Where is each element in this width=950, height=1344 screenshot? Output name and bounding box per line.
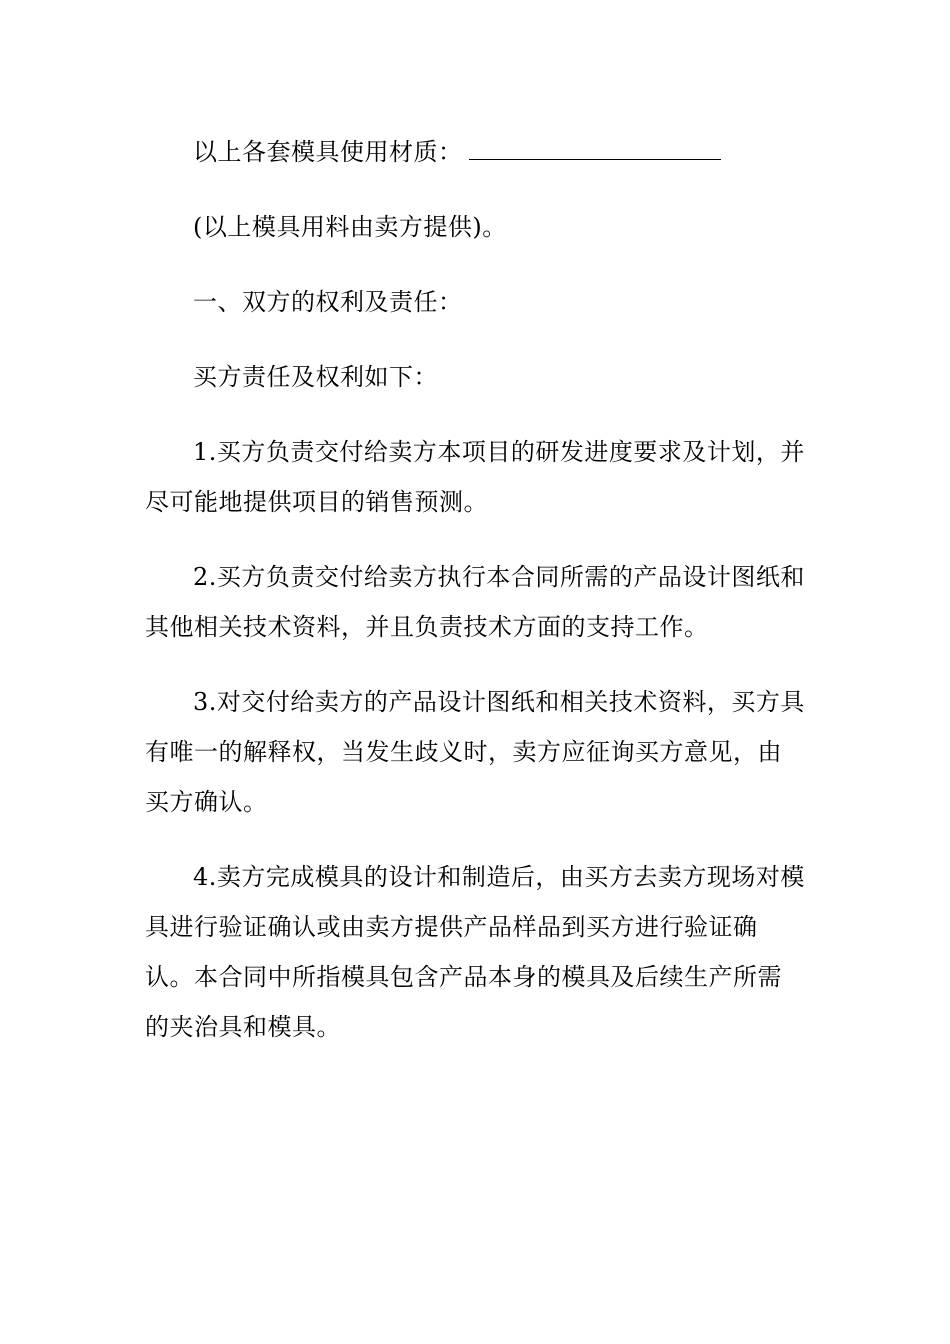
- section-title-rights: 一、双方的权利及责任：: [193, 288, 463, 316]
- material-label: 以上各套模具使用材质：: [193, 138, 463, 166]
- material-note-paragraph: (以上模具用料由卖方提供)。: [193, 213, 507, 241]
- buyer-rights-heading: 买方责任及权利如下：: [193, 363, 438, 391]
- material-blank-line: [469, 131, 721, 160]
- clause-2-paragraph: 2.买方负责交付给卖方执行本合同所需的产品设计图纸和其他相关技术资料，并且负责技术方面的支持工作。: [145, 563, 805, 641]
- clause-1-paragraph: 1.买方负责交付给卖方本项目的研发进度要求及计划，并尽可能地提供项目的销售预测。: [145, 438, 805, 516]
- clause-4-paragraph: 4.卖方完成模具的设计和制造后，由买方去卖方现场对模具进行验证确认或由卖方提供产品样品到买方进行验证确认。本合同中所指模具包含产品本身的模具及后续生产所需的夹治具和模具。: [145, 863, 805, 1041]
- document-page: [145, 127, 805, 1052]
- clause-3-paragraph: 3.对交付给卖方的产品设计图纸和相关技术资料，买方具有唯一的解释权，当发生歧义时，卖方应征询买方意见，由买方确认。: [145, 688, 805, 816]
- material-paragraph: [145, 127, 805, 177]
